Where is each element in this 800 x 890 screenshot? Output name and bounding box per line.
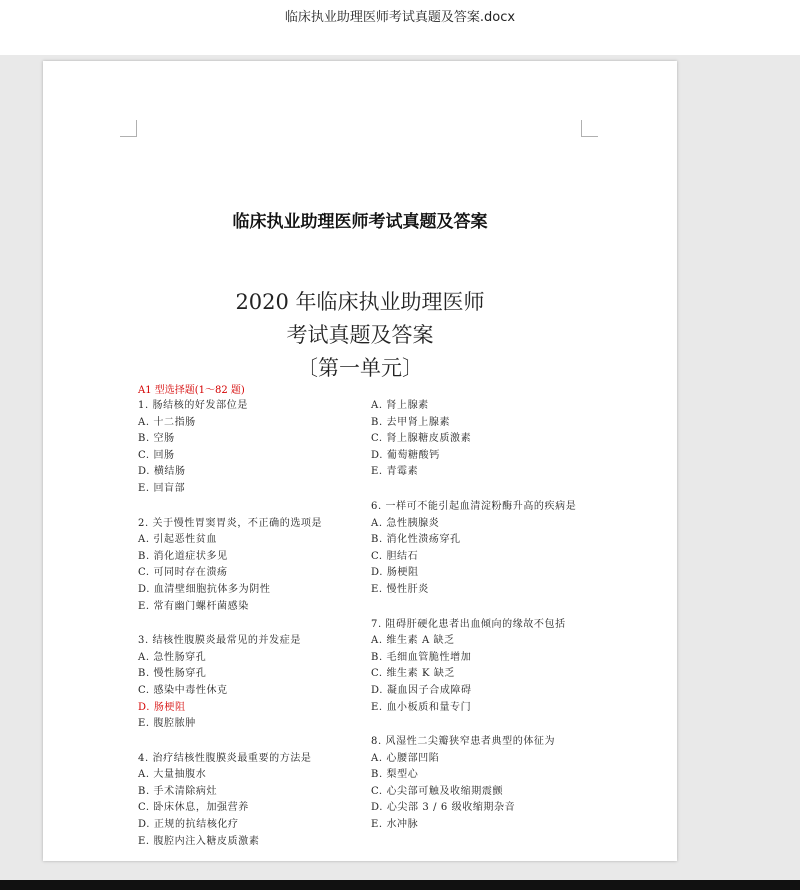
option-a: A. 心腰部凹陷 <box>371 752 440 764</box>
heading-line-2: 考试真题及答案 <box>286 323 434 347</box>
question-4 <box>138 751 378 851</box>
option-d: D. 葡萄糖酸钙 <box>371 449 440 461</box>
heading-line-3: 〔第一单元〕 <box>297 356 423 380</box>
option-c: C. 卧床休息，加强营养 <box>138 802 249 814</box>
question-2 <box>138 516 378 616</box>
option-e: E. 青霉素 <box>371 466 419 478</box>
option-e: E. 常有幽门螺杆菌感染 <box>138 600 249 612</box>
option-b: B. 消化道症状多见 <box>138 550 228 562</box>
option-b: B. 梨型心 <box>371 769 419 781</box>
option-b: B. 去甲肾上腺素 <box>371 416 451 428</box>
option-c: C. 维生素 K 缺乏 <box>371 668 456 680</box>
file-title: 临床执业助理医师考试真题及答案.docx <box>284 10 516 25</box>
question-text: 7. 阻碍肝硬化患者出血倾向的缘故不包括 <box>371 618 566 630</box>
option-b: B. 毛细血管脆性增加 <box>371 651 472 663</box>
option-d: D. 正规的抗结核化疗 <box>138 819 239 831</box>
margin-corner-top-left <box>120 120 137 137</box>
right-column <box>371 398 611 852</box>
option-e: E. 腹腔内注入糖皮质激素 <box>138 835 260 847</box>
heading-line-1: 2020 年临床执业助理医师 <box>235 290 485 314</box>
option-e: E. 慢性肝炎 <box>371 583 429 595</box>
question-5-options <box>371 398 611 481</box>
question-text: 3. 结核性腹膜炎最常见的并发症是 <box>138 635 301 647</box>
document-title: 临床执业助理医师考试真题及答案 <box>232 212 488 232</box>
option-d: D. 横结肠 <box>138 466 186 478</box>
option-d: D. 凝血因子合成障碍 <box>371 684 472 696</box>
option-d-answer: D. 肠梗阻 <box>138 701 186 713</box>
question-text: 4. 治疗结核性腹膜炎最重要的方法是 <box>138 752 312 764</box>
option-d: D. 血清壁细胞抗体多为阴性 <box>138 583 271 595</box>
question-text: 1. 肠结核的好发部位是 <box>138 400 248 411</box>
document-page <box>43 61 677 861</box>
question-text: 2. 关于慢性胃窦胃炎，不正确的选项是 <box>138 517 323 529</box>
option-c: C. 回肠 <box>138 449 175 461</box>
option-e: E. 腹腔脓肿 <box>138 718 196 730</box>
title-bar <box>0 0 800 55</box>
question-6 <box>371 499 611 599</box>
option-b: B. 空肠 <box>138 433 175 445</box>
option-b: B. 慢性肠穿孔 <box>138 668 207 680</box>
margin-corner-top-right <box>581 120 598 137</box>
option-e: E. 血小板质和量专门 <box>371 701 472 713</box>
option-b: B. 消化性溃疡穿孔 <box>371 534 461 546</box>
question-3 <box>138 633 378 733</box>
bottom-bar <box>0 880 800 890</box>
option-c: C. 胆结石 <box>371 550 419 562</box>
option-a: A. 维生素 A 缺乏 <box>371 635 455 647</box>
question-text: 8. 风湿性二尖瓣狭窄患者典型的体征为 <box>371 736 556 748</box>
question-1 <box>138 398 378 498</box>
option-e: E. 回盲部 <box>138 482 186 494</box>
option-a: A. 急性肠穿孔 <box>138 651 207 663</box>
option-a: A. 十二指肠 <box>138 416 196 428</box>
option-e: E. 水冲脉 <box>371 819 419 831</box>
option-d: D. 心尖部 3 / 6 级收缩期杂音 <box>371 802 516 814</box>
option-c: C. 感染中毒性休克 <box>138 684 228 696</box>
option-c: C. 可同时存在溃疡 <box>138 567 228 579</box>
option-a: A. 引起恶性贫血 <box>138 534 217 546</box>
option-c: C. 心尖部可触及收缩期震颤 <box>371 785 504 797</box>
question-7 <box>371 617 611 717</box>
section-label: A1 型选择题(1～82 题) <box>138 385 245 396</box>
option-a: A. 大量抽腹水 <box>138 769 207 781</box>
question-text: 6. 一样可不能引起血清淀粉酶升高的疾病是 <box>371 500 577 512</box>
option-d: D. 肠梗阻 <box>371 567 419 579</box>
option-a: A. 急性胰腺炎 <box>371 517 440 529</box>
option-a: A. 肾上腺素 <box>371 400 429 411</box>
left-column <box>138 398 378 868</box>
option-b: B. 手术清除病灶 <box>138 785 218 797</box>
option-c: C. 肾上腺糖皮质激素 <box>371 433 472 445</box>
question-8 <box>371 734 611 834</box>
